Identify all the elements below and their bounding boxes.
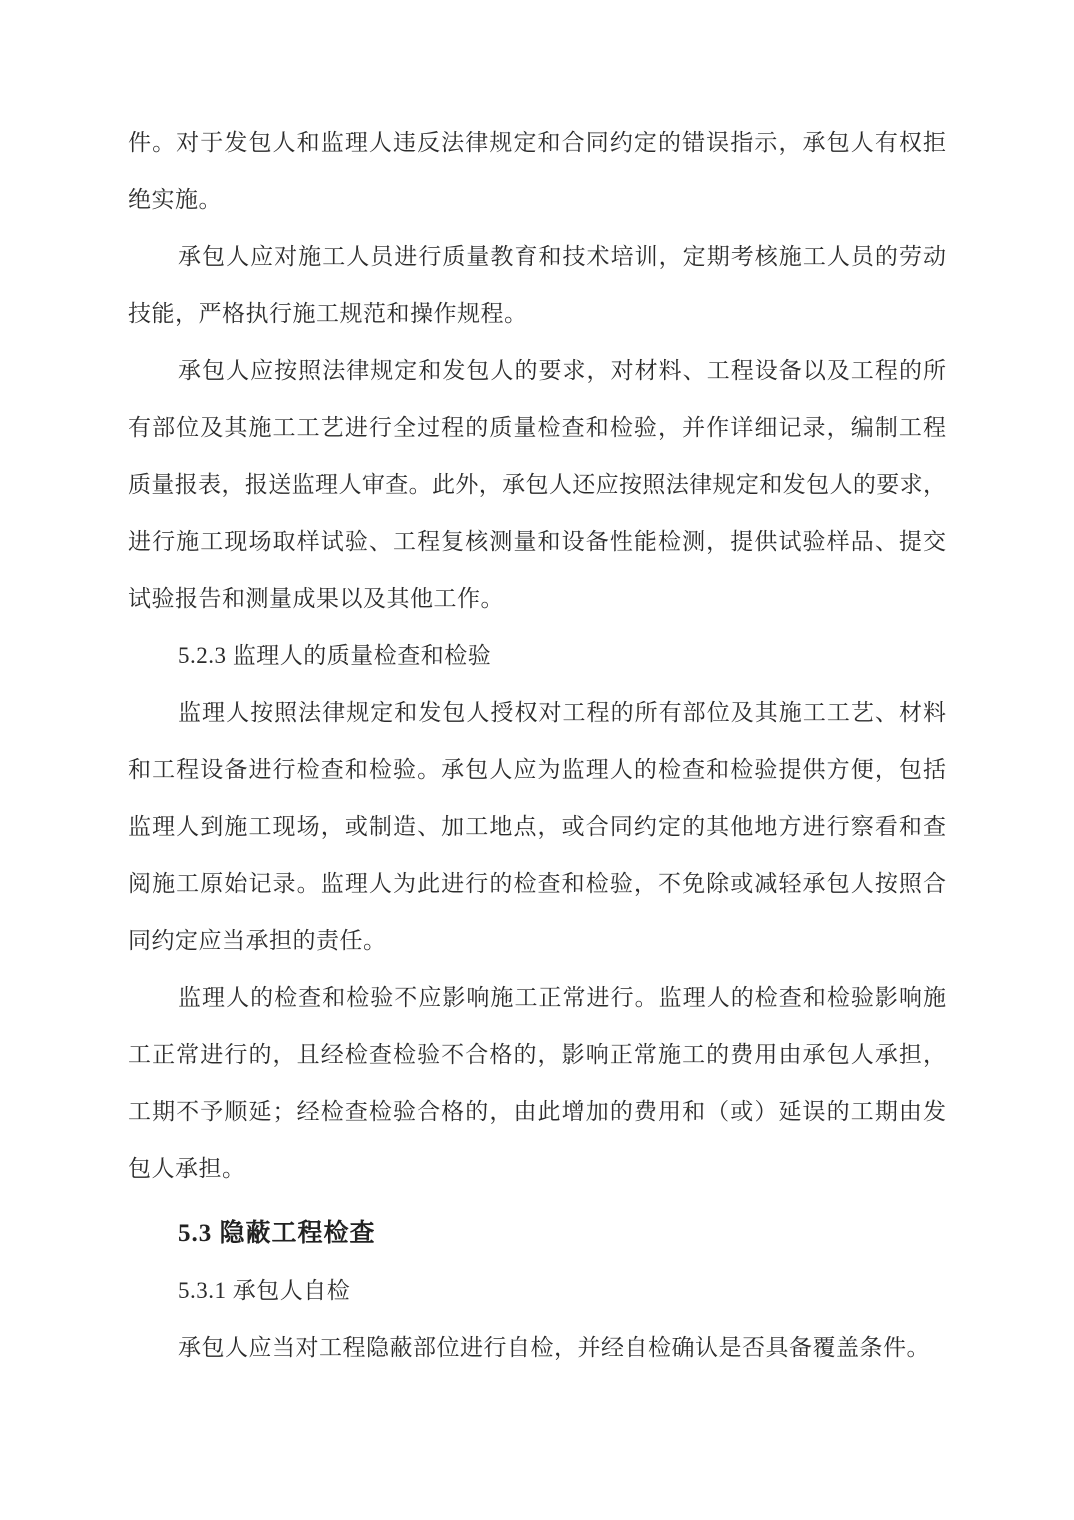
- text-line: 承包人应对施工人员进行质量教育和技术培训，定期考核施工人员的劳动: [178, 244, 946, 269]
- heading-5-2-3: 5.2.3 监理人的质量检查和检验: [178, 643, 492, 668]
- text-line: 监理人到施工现场，或制造、加工地点，或合同约定的其他地方进行察看和查: [128, 814, 946, 839]
- text-line: 工期不予顺延；经检查检验合格的，由此增加的费用和（或）延误的工期由发: [128, 1099, 946, 1124]
- text-line: 件。对于发包人和监理人违反法律规定和合同约定的错误指示，承包人有权拒: [128, 130, 946, 155]
- text-line: 技能，严格执行施工规范和操作规程。: [128, 301, 528, 326]
- text-line: 监理人的检查和检验不应影响施工正常进行。监理人的检查和检验影响施: [178, 985, 946, 1010]
- text-line: 工正常进行的，且经检查检验不合格的，影响正常施工的费用由承包人承担，: [128, 1042, 946, 1067]
- text-line: 试验报告和测量成果以及其他工作。: [128, 586, 504, 611]
- text-line: 有部位及其施工工艺进行全过程的质量检查和检验，并作详细记录，编制工程: [128, 415, 946, 440]
- text-line: 绝实施。: [128, 187, 222, 212]
- text-line: 阅施工原始记录。监理人为此进行的检查和检验，不免除或减轻承包人按照合: [128, 871, 946, 896]
- text-line: 监理人按照法律规定和发包人授权对工程的所有部位及其施工工艺、材料: [178, 700, 946, 725]
- heading-5-3-1: 5.3.1 承包人自检: [178, 1278, 351, 1303]
- text-line: 承包人应当对工程隐蔽部位进行自检，并经自检确认是否具备覆盖条件。: [178, 1335, 930, 1360]
- text-line: 进行施工现场取样试验、工程复核测量和设备性能检测，提供试验样品、提交: [128, 529, 946, 554]
- text-line: 同约定应当承担的责任。: [128, 928, 387, 953]
- text-line: 质量报表，报送监理人审查。此外，承包人还应按照法律规定和发包人的要求，: [128, 472, 946, 497]
- heading-5-3: 5.3 隐蔽工程检查: [178, 1220, 376, 1247]
- text-line: 和工程设备进行检查和检验。承包人应为监理人的检查和检验提供方便，包括: [128, 757, 946, 782]
- document-page: [128, 114, 946, 1376]
- text-line: 包人承担。: [128, 1156, 246, 1181]
- text-line: 承包人应按照法律规定和发包人的要求，对材料、工程设备以及工程的所: [178, 358, 946, 383]
